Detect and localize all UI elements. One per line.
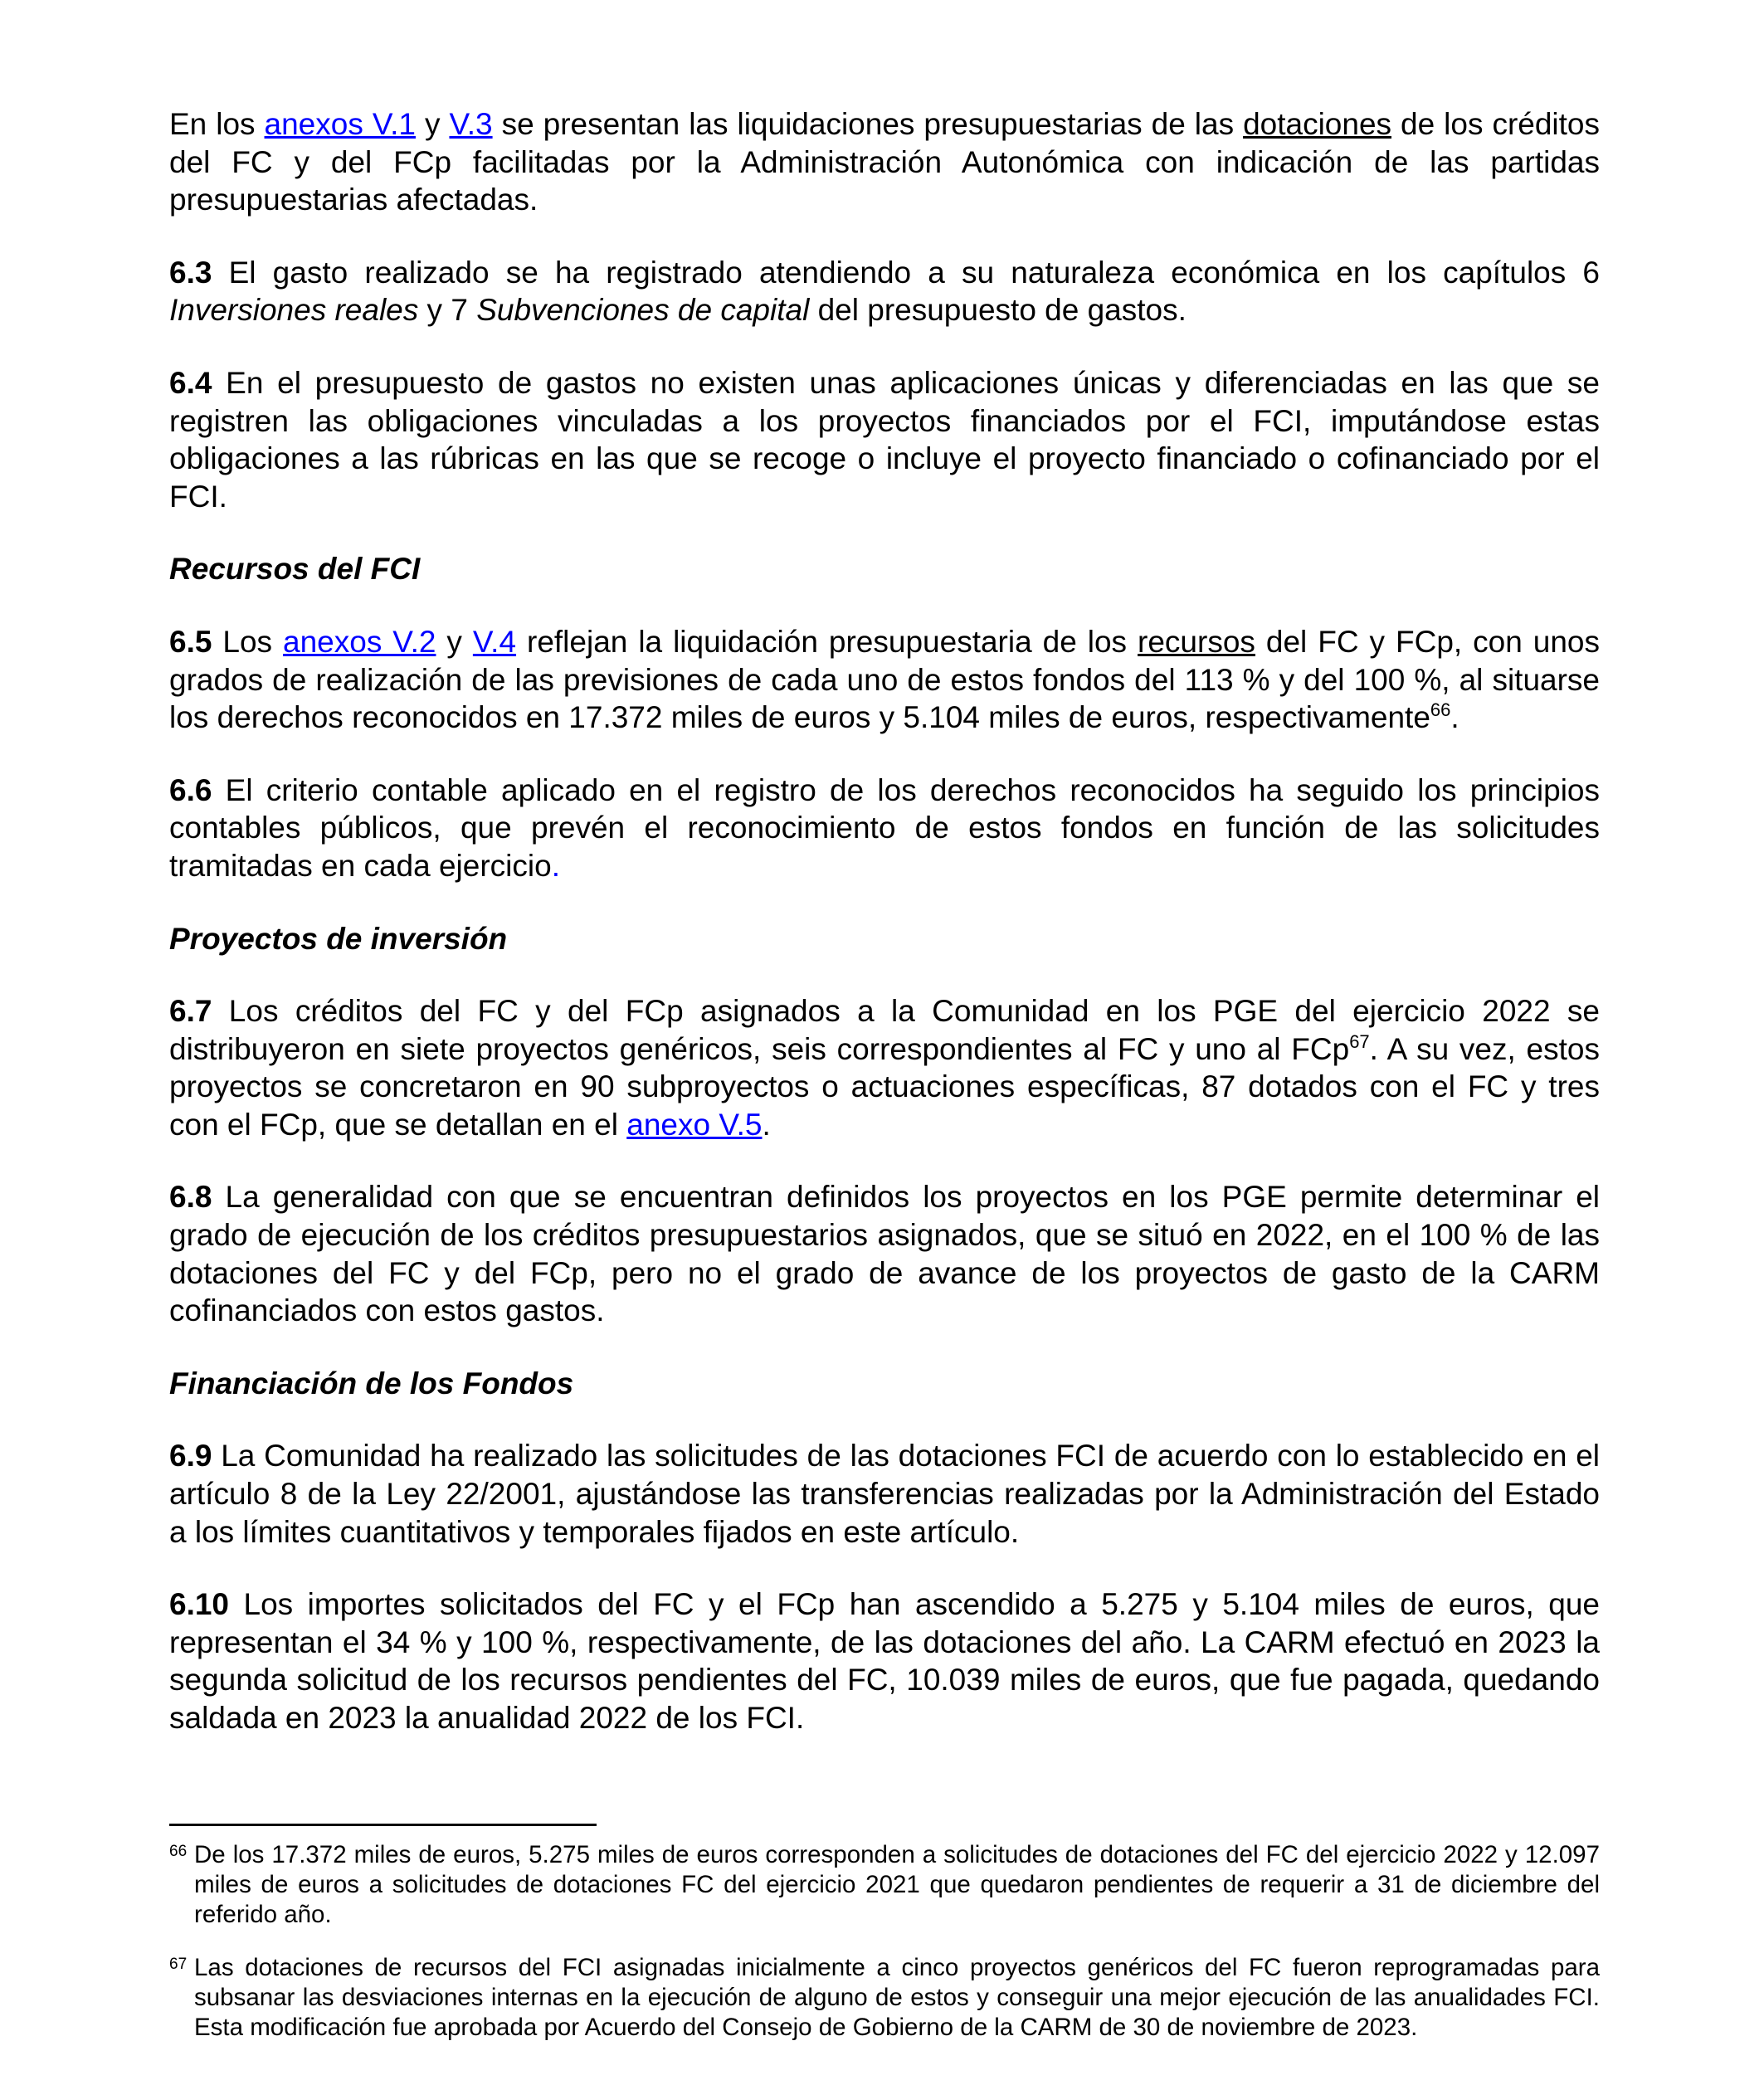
heading-recursos: Recursos del FCI — [169, 552, 421, 587]
footnote-ref-67[interactable]: 67 — [1349, 1030, 1370, 1052]
footnote-separator — [169, 1824, 597, 1826]
link-v4[interactable]: V.4 — [472, 624, 517, 659]
link-anexos-v1[interactable]: anexos V.1 — [264, 107, 416, 141]
footnote-67: 67 Las dotaciones de recursos del FCI asignadas inicialmente a cinco proyectos genéricos del FC fueron reprogramadas para subsanar las desviaciones internas en la ejecución de alguno de estos y conseguir una mejor ejecución de las anualidades FCI. Esta modificación fue aprobada por Acuerdo del Consejo de Gobierno de la CARM de 30 de noviembre de 2023. — [169, 1954, 1600, 2041]
footnote-ref-66[interactable]: 66 — [1430, 699, 1451, 721]
heading-financiacion: Financiación de los Fondos — [169, 1366, 574, 1400]
paragraph-annexes: En los anexos V.1 y V.3 se presentan las liquidaciones presupuestarias de las dotaciones de los créditos del FC y del FCp facilitadas por la Administración Autonómica con indicación de las partidas presupuestarias afectadas. — [169, 107, 1600, 217]
link-anexo-v5[interactable]: anexo V.5 — [626, 1107, 763, 1142]
document-body — [169, 105, 1600, 1772]
heading-proyectos: Proyectos de inversión — [169, 921, 508, 956]
paragraph-6-9: 6.9 La Comunidad ha realizado las solicitudes de las dotaciones FCI de acuerdo con lo establecido en el artículo 8 de la Ley 22/2001, ajustándose las transferencias realizadas por la Administración del Estado a los límites cuantitativos y temporales fijados en este artículo. — [169, 1439, 1600, 1549]
paragraph-6-8: 6.8 La generalidad con que se encuentran definidos los proyectos en los PGE permite determinar el grado de ejecución de los créditos presupuestarios asignados, que se situó en 2022, en el 100 % de las dotaciones del FC y del FCp, pero no el grado de avance de los proyectos de gasto de la CARM cofinanciados con estos gastos. — [169, 1180, 1600, 1328]
link-v3[interactable]: V.3 — [449, 107, 493, 141]
paragraph-6-3: 6.3 El gasto realizado se ha registrado atendiendo a su naturaleza económica en los capítulos 6 Inversiones reales y 7 Subvenciones de capital del presupuesto de gastos. — [169, 255, 1600, 328]
link-anexos-v2[interactable]: anexos V.2 — [283, 624, 436, 659]
footnote-66: 66 De los 17.372 miles de euros, 5.275 miles de euros corresponden a solicitudes de dotaciones del FC del ejercicio 2022 y 12.097 miles de euros a solicitudes de dotaciones FC del ejercicio 2021 que quedaron pendientes de requerir a 31 de diciembre del referido año. — [169, 1841, 1600, 1928]
paragraph-6-6: 6.6 El criterio contable aplicado en el registro de los derechos reconocidos ha seguido los principios contables públicos, que prevén el reconocimiento de estos fondos en función de las solicitudes tramitadas en cada ejercicio. — [169, 772, 1600, 883]
paragraph-6-5: 6.5 Los anexos V.2 y V.4 reflejan la liquidación presupuestaria de los recursos del FC y FCp, con unos grados de realización de las previsiones de cada uno de estos fondos del 113 % y del 100 %, al situarse los derechos reconocidos en 17.372 miles de euros y 5.104 miles de euros, respectivamente$^{66}$. — [169, 624, 1600, 735]
paragraph-6-7: 6.7 Los créditos del FC y del FCp asignados a la Comunidad en los PGE del ejercicio 2022 se distribuyeron en siete proyectos genéricos, seis correspondientes al FC y uno al FCp$^{67}$. A su vez, estos proyectos se concretaron en 90 subproyectos o actuaciones específicas, 87 dotados con el FC y tres con el FCp, que se detallan en el anexo V.5. — [169, 994, 1600, 1142]
paragraph-6-4: 6.4 En el presupuesto de gastos no existen unas aplicaciones únicas y diferenciadas en las que se registren las obligaciones vinculadas a los proyectos financiados por el FCI, imputándose estas obligaciones a las rúbricas en las que se recoge o incluye el proyecto financiado o cofinanciado por el FCI. — [169, 365, 1600, 514]
paragraph-6-10: 6.10 Los importes solicitados del FC y el FCp han ascendido a 5.275 y 5.104 miles de euros, que representan el 34 % y 100 %, respectivamente, de las dotaciones del año. La CARM efectuó en 2023 la segunda solicitud de los recursos pendientes del FC, 10.039 miles de euros, que fue pagada, quedando saldada en 2023 la anualidad 2022 de los FCI. — [169, 1587, 1600, 1735]
footnotes — [169, 1840, 1600, 2066]
